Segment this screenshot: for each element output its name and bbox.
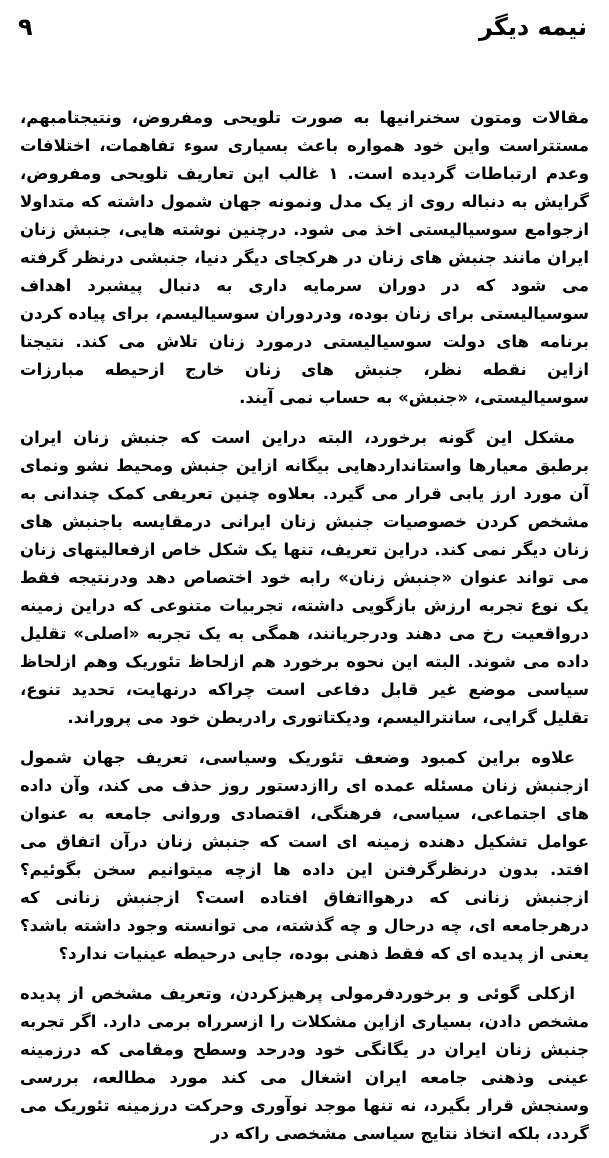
paragraph-4: ازکلی گوئی و برخوردفرمولی پرهیزکردن، وتعریف مشخص از پدیده مشخص دادن، بسیاری ازاین مشکلات را ازسرراه برمی دارد. اگر تجربه جنبش زنان ایران در یگانگی خود ودرحد وسطح ومقامی که درزمینه عینی وذهنی جامعه ایران اشغال می کند مورد مطالعه، بررسی وسنجش قرار بگیرد، نه تنها موجد نوآوری وحرکت درزمینه تئوریک می گردد، بلکه اتخاذ نتایج سیاسی مشخصی راکه در — [20, 984, 589, 1143]
paragraph-3: علاوه براین کمبود وضعف تئوریک وسیاسی، تعریف جهان شمول ازجنبش زنان مسئله عمده ای راازدستور روز حذف می کند، وآن داده های اجتماعی، سیاسی، فرهنگی، اقتصادی وروانی جامعه به عنوان عوامل تشکیل دهنده زمینه ای است که جنبش زنان درآن اتفاق می افتد. بدون درنظرگرفتن این داده ها ازچه میتوانیم سخن بگوئیم؟ ازجنبش زنانی که درهوااتفاق افتاده است؟ ازجنبش زنانی که درهرجامعه ای، چه درحال و چه گذشته، می توانسته وجود داشته باشد؟ یعنی از پدیده ای که فقط ذهنی بوده، جایی درحیطه عینیات ندارد؟ — [20, 748, 589, 963]
paragraph-2: مشکل این گونه برخورد، البته دراین است که جنبش زنان ایران برطبق معیارها واستانداردهایی بیگانه ازاین جنبش ومحیط نشو ونمای آن مورد ارز یابی قرار می گیرد. بعلاوه چنین تعریفی کمک چندانی به مشخص کردن خصوصیات جنبش زنان ایرانی درمقایسه باجنبش های زنان دیگر نمی کند. دراین تعریف، تنها یک شکل خاص ازفعالیتهای زنان می تواند عنوان «جنبش زنان» رابه خود اختصاص دهد ودرنتیجه فقط یک نوع تجربه ارزش بازگویی داشته، تجربیات متنوعی که دراین زمینه درواقعیت رخ می دهند ودرجریانند، همگی به یک تجربه «اصلی» تقلیل داده می شوند. البته این نحوه برخورد هم ازلحاظ تئوریک وهم ازلحاظ سیاسی موضع غیر قابل دفاعی است چراکه درنهایت، تحدید تنوع، تقلیل گرایی، سانترالیسم، ودیکتاتوری رادربطن خود می پروراند. — [20, 428, 589, 727]
running-title: نیمه دیگر — [478, 13, 587, 41]
paragraph-1: مقالات ومتون سخنرانیها به صورت تلویحی ومفروض، ونتیجتامبهم، مستتراست واین خود همواره باعث بسیاری سوء تفاهمات، اختلافات وعدم ارتباطات گردیده است. ۱ غالب این تعاریف تلویحی ومفروض، گرایش به دنباله روی از یک مدل ونمونه جهان شمول داشته که متداولا ازجوامع سوسیالیستی اخذ می شود. درچنین نوشته هایی، جنبش زنان ایران مانند جنبش های زنان در هرکجای دیگر دنیا، جنبشی درنظر گرفته می شود که در دوران سرمایه داری به دنبال پیشبرد اهداف سوسیالیستی برای زنان بوده، ودردوران سوسیالیسم، برای پیاده کردن برنامه های دولت سوسیالیستی درمورد زنان تلاش می کند. نتیجتا ازاین نقطه نظر، جنبش های زنان خارج ازحیطه مبارزات سوسیالیستی، «جنبش» به حساب نمی آیند. — [20, 108, 589, 407]
page-number: ۹ — [18, 13, 33, 41]
page-header — [18, 10, 587, 44]
body-text — [20, 104, 589, 1148]
